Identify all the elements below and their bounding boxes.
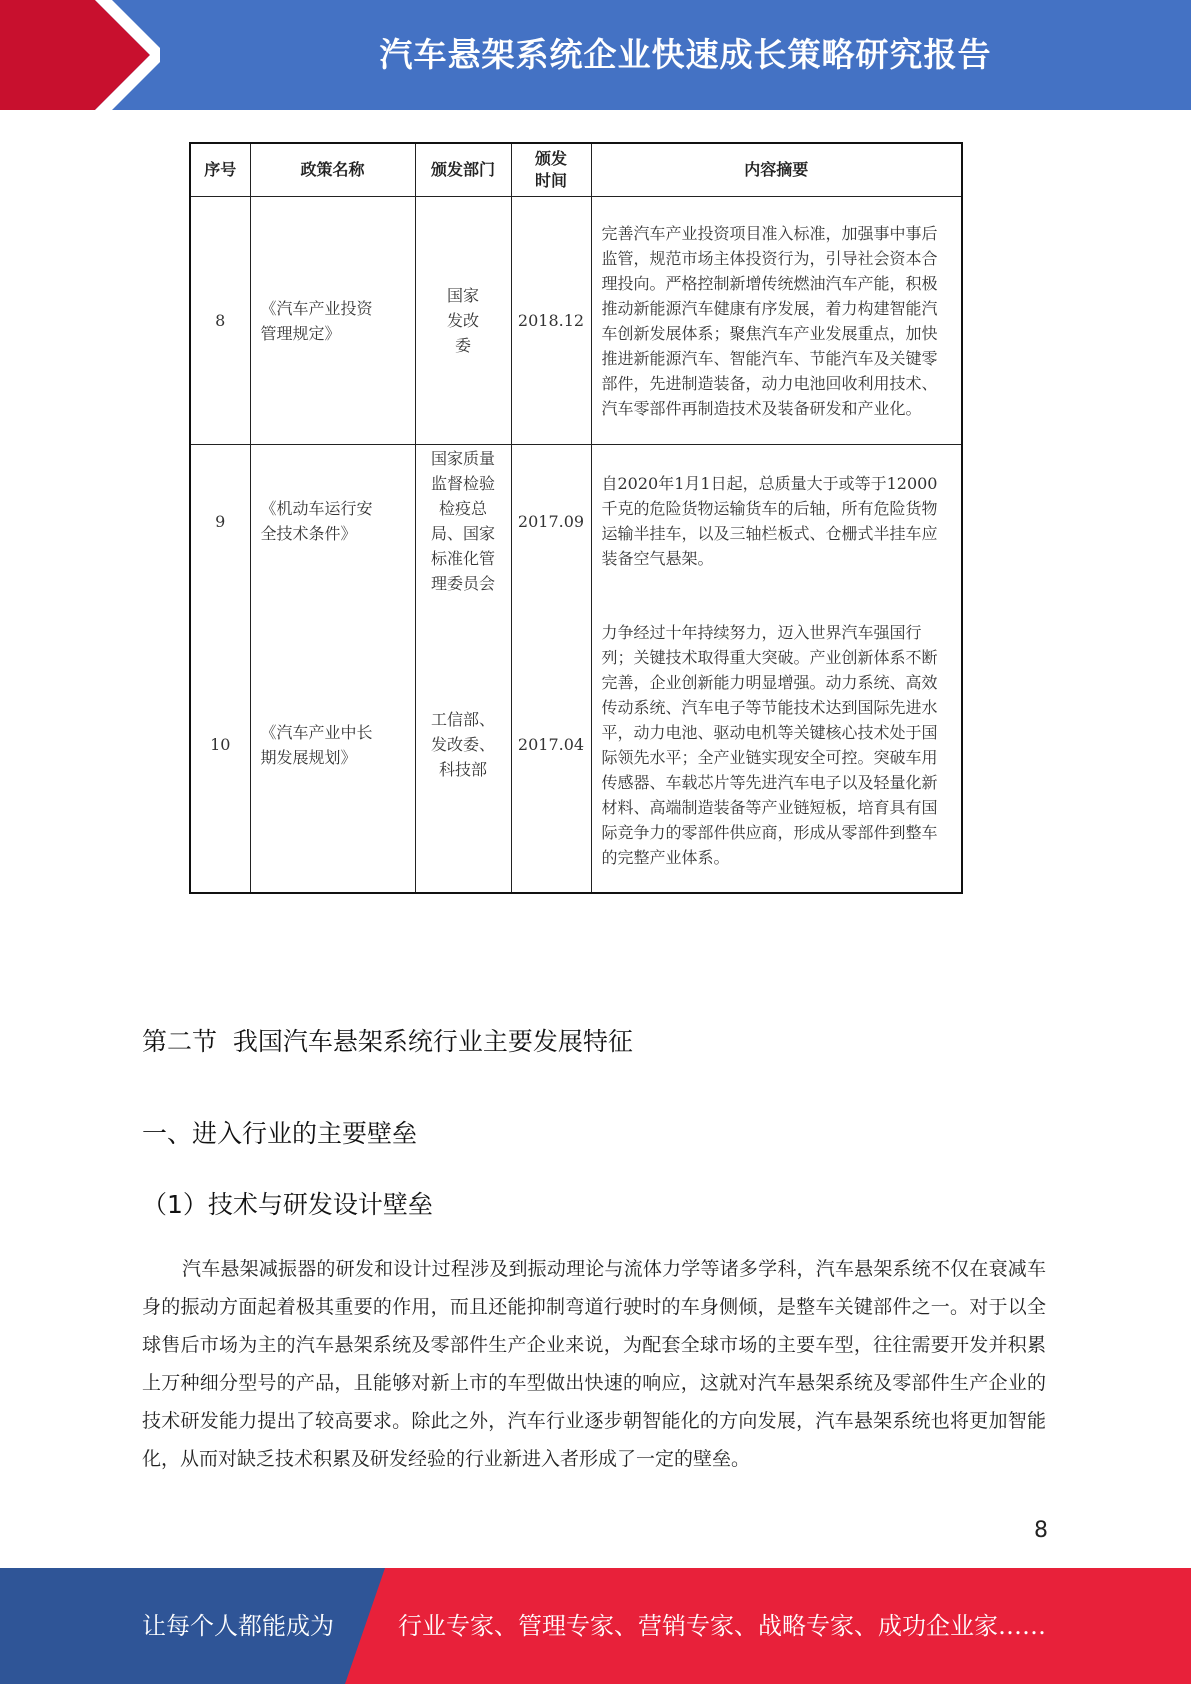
row-dept: 国家 发改 委: [415, 197, 511, 445]
body-paragraph: 汽车悬架减振器的研发和设计过程涉及到振动理论与流体力学等诸多学科，汽车悬架系统不仅在衰减车身的振动方面起着极其重要的作用，而且还能抑制弯道行驶时的车身侧倾，是整车关键部件之一。对于以全球售后市场为主的汽车悬架系统及零部件生产企业来说，为配套全球市场的主要车型，往往需要开发并积累上万种细分型号的产品，且能够对新上市的车型做出快速的响应，这就对汽车悬架系统及零部件生产企业的技术研发能力提出了较高要求。除此之外，汽车行业逐步朝智能化的方向发展，汽车悬架系统也将更加智能化，从而对缺乏技术积累及研发经验的行业新进入者形成了一定的壁垒。: [142, 1258, 1046, 1470]
row-no: 8: [190, 197, 250, 445]
row-policy-name: 《汽车产业投资 管理规定》: [250, 197, 415, 445]
row-policy-name: 《机动车运行安 全技术条件》: [250, 445, 415, 598]
table-row: [190, 197, 962, 445]
header-arrow-decoration: [0, 0, 160, 110]
section-heading: 第二节 我国汽车悬架系统行业主要发展特征: [142, 1027, 633, 1056]
row-policy-name: 《汽车产业中长 期发展规划》: [250, 597, 415, 893]
row-no: 9: [190, 445, 250, 598]
policy-table: [189, 142, 963, 894]
header-cell-summary: 内容摘要: [591, 143, 962, 197]
header-cell-date: 颁发 时间: [511, 143, 591, 197]
page-header: [0, 0, 1191, 110]
row-no: 10: [190, 597, 250, 893]
footer-slogan-right: 行业专家、管理专家、营销专家、战略专家、成功企业家……: [398, 1612, 1046, 1640]
header-cell-name: 政策名称: [250, 143, 415, 197]
table-header-row: [190, 143, 962, 197]
page-number: 8: [1034, 1518, 1048, 1543]
report-title: 汽车悬架系统企业快速成长策略研究报告: [379, 35, 992, 74]
header-cell-dept: 颁发部门: [415, 143, 511, 197]
footer-slogan-left: 让每个人都能成为: [142, 1612, 334, 1640]
row-date: 2017.04: [511, 597, 591, 893]
table-row: [190, 445, 962, 598]
row-dept: 工信部、 发改委、 科技部: [415, 597, 511, 893]
row-summary: 力争经过十年持续努力，迈入世界汽车强国行列；关键技术取得重大突破。产业创新体系不断完善，企业创新能力明显增强。动力系统、高效传动系统、汽车电子等节能技术达到国际先进水平，动力电池、驱动电机等关键核心技术处于国际领先水平；全产业链实现安全可控。突破车用传感器、车载芯片等先进汽车电子以及轻量化新材料、高端制造装备等产业链短板，培育具有国际竞争力的零部件供应商，形成从零部件到整车的完整产业体系。: [591, 597, 962, 893]
row-summary: 自2020年1月1日起，总质量大于或等于12000千克的危险货物运输货车的后轴，所有危险货物运输半挂车，以及三轴栏板式、仓栅式半挂车应装备空气悬架。: [591, 445, 962, 598]
sub-subsection-heading: （1）技术与研发设计壁垒: [142, 1190, 433, 1219]
policy-table-container: [189, 142, 961, 894]
row-summary: 完善汽车产业投资项目准入标准，加强事中事后监管，规范市场主体投资行为，引导社会资本合理投向。严格控制新增传统燃油汽车产能，积极推动新能源汽车健康有序发展，着力构建智能汽车创新发展体系；聚焦汽车产业发展重点，加快推进新能源汽车、智能汽车、节能汽车及关键零部件，先进制造装备，动力电池回收利用技术、汽车零部件再制造技术及装备研发和产业化。: [591, 197, 962, 445]
header-cell-no: 序号: [190, 143, 250, 197]
row-dept: 国家质量 监督检验 检疫总 局、国家 标准化管 理委员会: [415, 445, 511, 598]
subsection-heading: 一、进入行业的主要壁垒: [142, 1119, 418, 1148]
row-date: 2017.09: [511, 445, 591, 598]
page-footer: [0, 1568, 1191, 1684]
row-date: 2018.12: [511, 197, 591, 445]
table-row: [190, 597, 962, 893]
